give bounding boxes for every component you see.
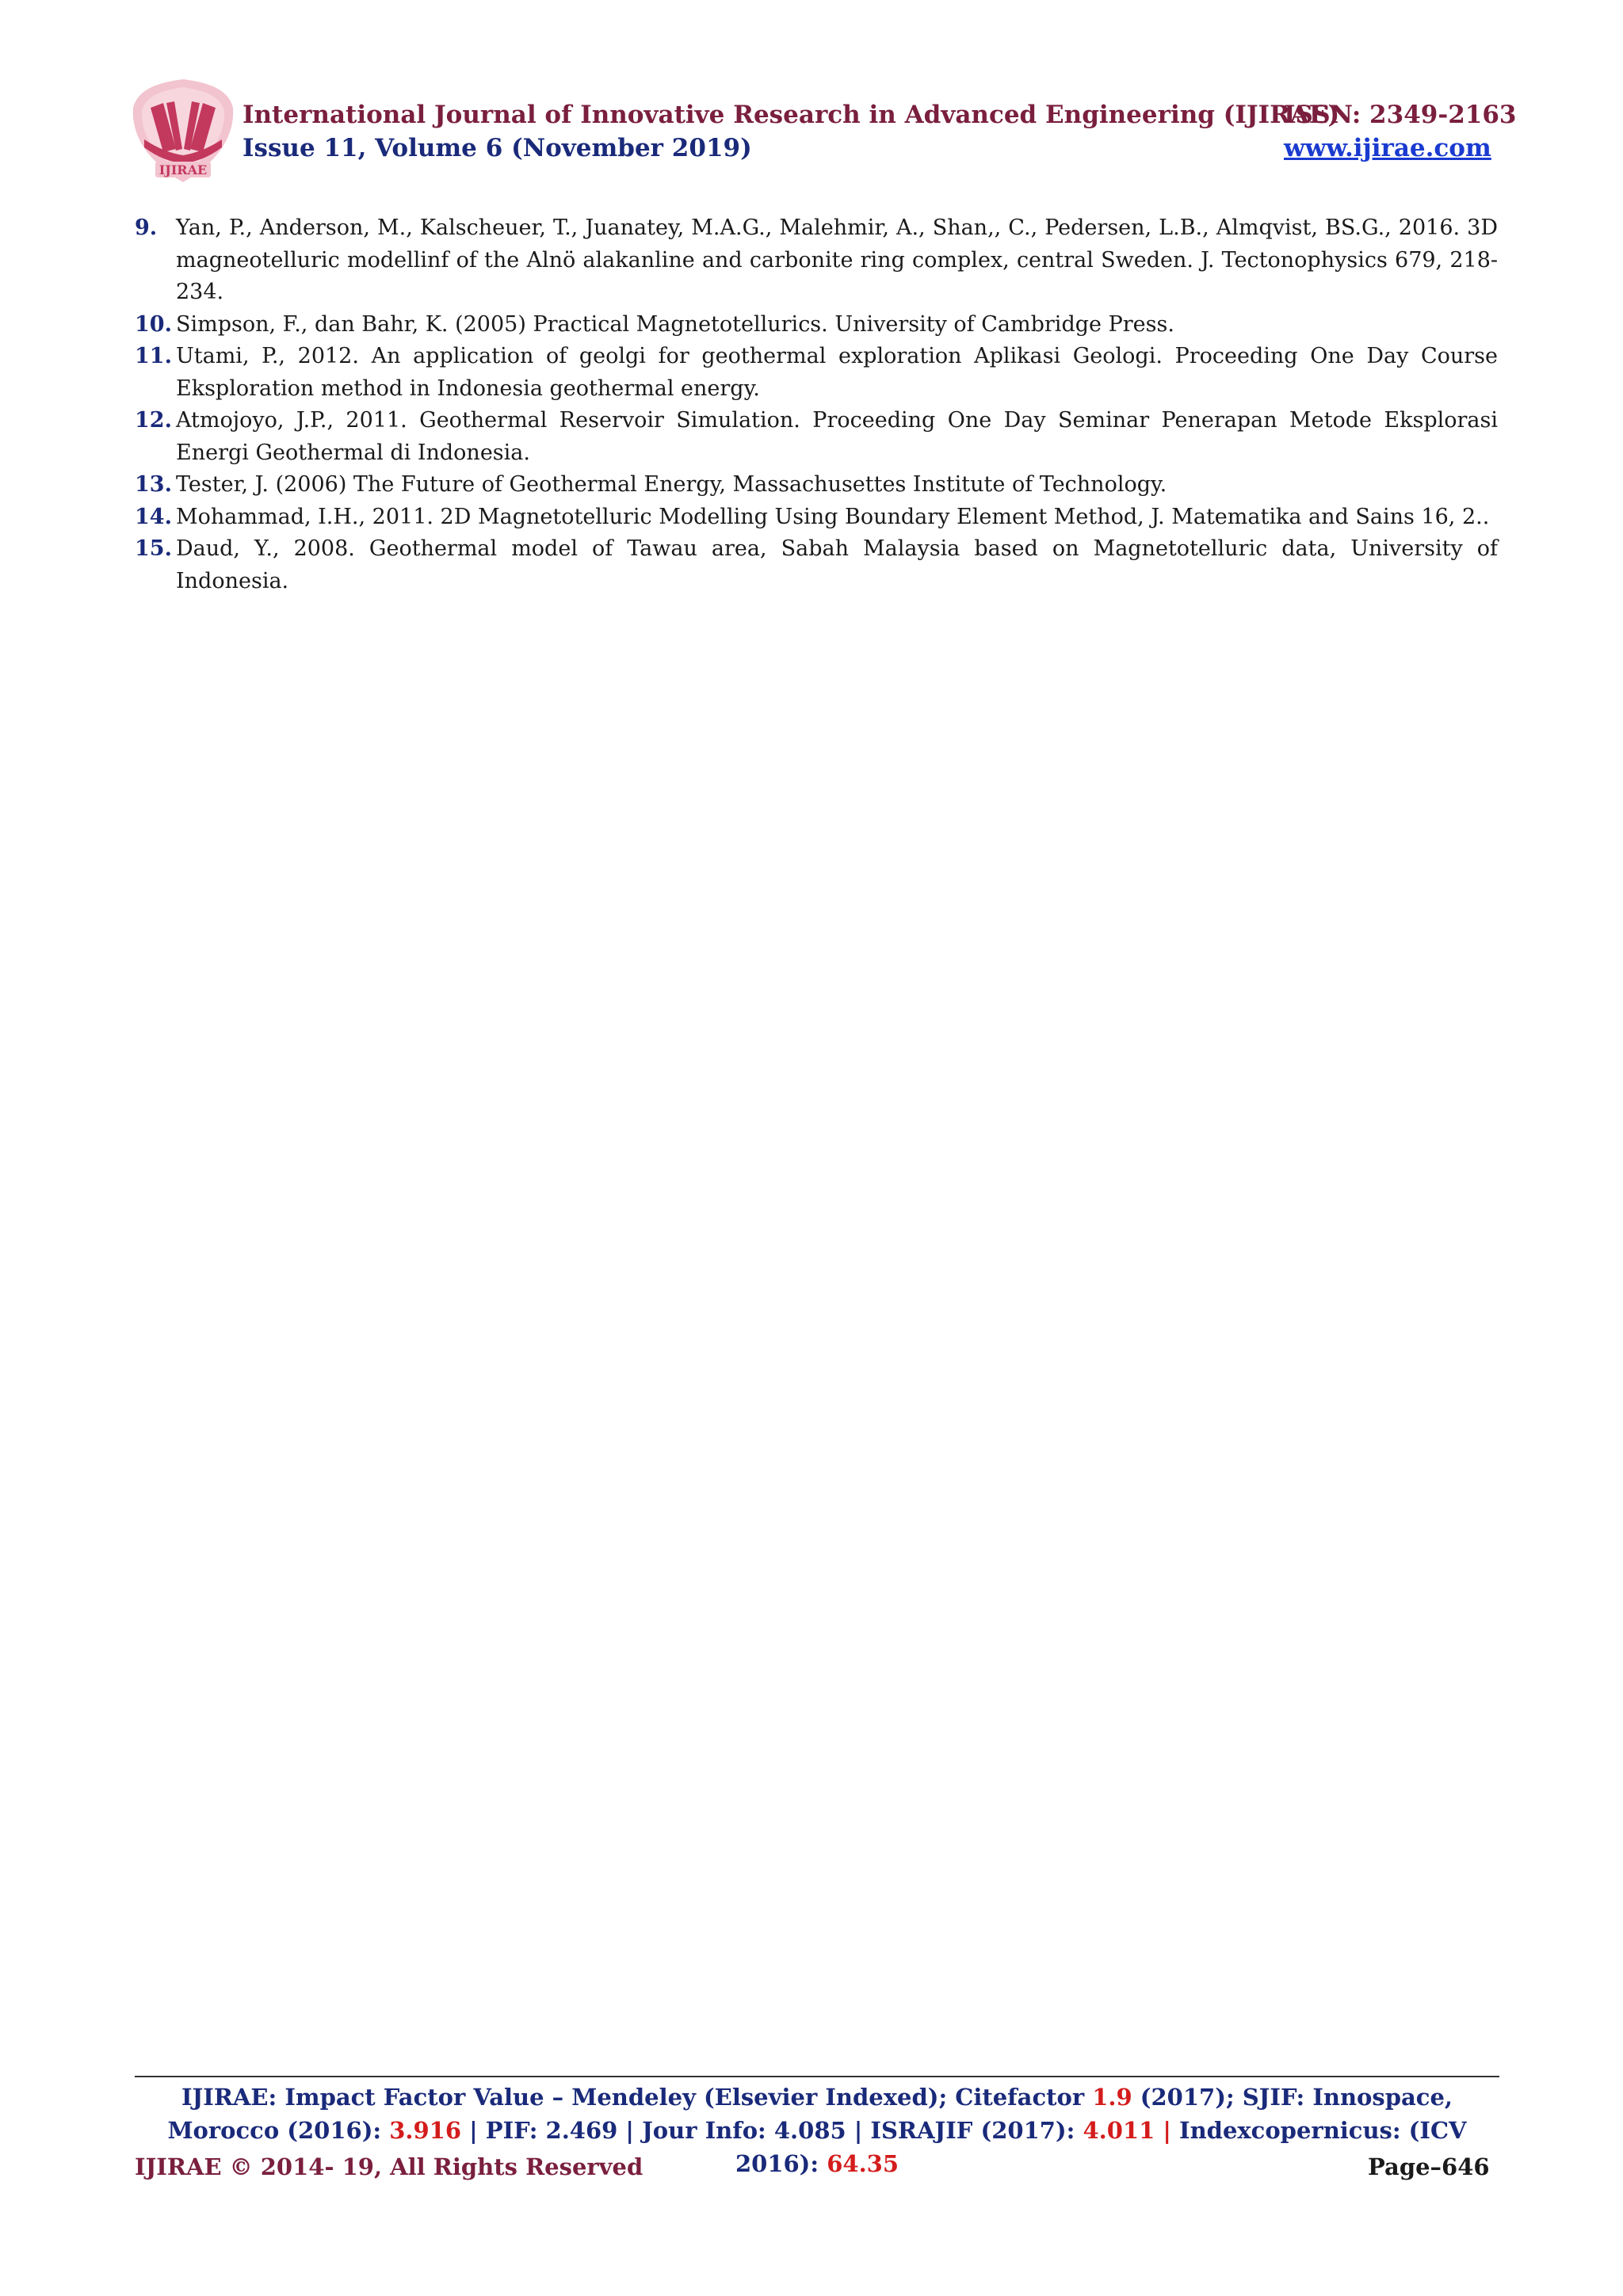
stats-separator: | [1155, 2117, 1180, 2144]
reference-item [135, 212, 1498, 309]
page-number: Page–646 [1368, 2153, 1490, 2180]
reference-text: Daud, Y., 2008. Geothermal model of Tawau area, Sabah Malaysia based on Magnetotelluric data, University of Indonesia. [176, 536, 1498, 593]
reference-number: 9. [135, 215, 158, 240]
journal-header [242, 98, 1339, 165]
reference-number: 13. [135, 472, 172, 497]
israjif-value: 4.011 [1083, 2117, 1155, 2144]
citefactor-value: 1.9 [1092, 2084, 1132, 2111]
reference-text: Mohammad, I.H., 2011. 2D Magnetotelluric Modelling Using Boundary Element Method, J. Matematika and Sains 16, 2.. [176, 504, 1490, 529]
reference-number: 15. [135, 536, 172, 561]
stats-text: IJIRAE: Impact Factor Value – Mendeley (Elsevier Indexed); Citefactor [181, 2084, 1093, 2111]
reference-item [135, 309, 1498, 341]
issue-line: Issue 11, Volume 6 (November 2019) [242, 134, 752, 162]
website-link[interactable]: www.ijirae.com [1284, 134, 1491, 162]
journal-title: International Journal of Innovative Research in Advanced Engineering (IJIRAE) [242, 101, 1340, 129]
reference-item [135, 533, 1498, 597]
reference-list [135, 212, 1498, 597]
stats-text: Indexcopernicus: (ICV 2016): [735, 2117, 1467, 2177]
reference-item [135, 469, 1498, 502]
reference-text: Tester, J. (2006) The Future of Geothermal Energy, Massachusettes Institute of Technology. [176, 472, 1167, 497]
reference-number: 11. [135, 344, 172, 368]
copyright: IJIRAE © 2014- 19, All Rights Reserved [135, 2153, 643, 2180]
issn: ISSN: 2349-2163 [1284, 101, 1517, 129]
reference-item [135, 502, 1498, 534]
reference-text: Yan, P., Anderson, M., Kalscheuer, T., Juanatey, M.A.G., Malehmir, A., Shan,, C., Pedersen, L.B., Almqvist, BS.G., 2016. 3D magneotelluric modellinf of the Alnö alakanline and carbonite ring complex, central Sweden. J. Tectonophysics 679, 218-234. [176, 215, 1498, 304]
ijirae-logo [127, 76, 239, 185]
stats-text: (2017); SJIF: Innospace, Morocco (2016): [167, 2084, 1453, 2144]
logo-text: IJIRAE [158, 162, 208, 177]
reference-item [135, 405, 1498, 469]
stats-text: | PIF: 2.469 | Jour Info: 4.085 | ISRAJIF (2017): [461, 2117, 1083, 2144]
reference-number: 12. [135, 408, 172, 433]
reference-number: 10. [135, 311, 172, 337]
footer-divider [135, 2076, 1499, 2077]
sjif-value: 3.916 [389, 2117, 462, 2144]
icv-value: 64.35 [827, 2150, 899, 2177]
reference-text: Atmojoyo, J.P., 2011. Geothermal Reservoir Simulation. Proceeding One Day Seminar Penerapan Metode Eksplorasi Energi Geothermal di Indonesia. [176, 408, 1498, 465]
reference-text: Simpson, F., dan Bahr, K. (2005) Practical Magnetotellurics. University of Cambridge Press. [176, 311, 1174, 337]
reference-number: 14. [135, 504, 172, 529]
reference-item [135, 341, 1498, 405]
reference-text: Utami, P., 2012. An application of geolgi for geothermal exploration Aplikasi Geologi. Proceeding One Day Course Eksploration method in Indonesia geothermal energy. [176, 344, 1498, 401]
journal-meta [1284, 98, 1517, 165]
